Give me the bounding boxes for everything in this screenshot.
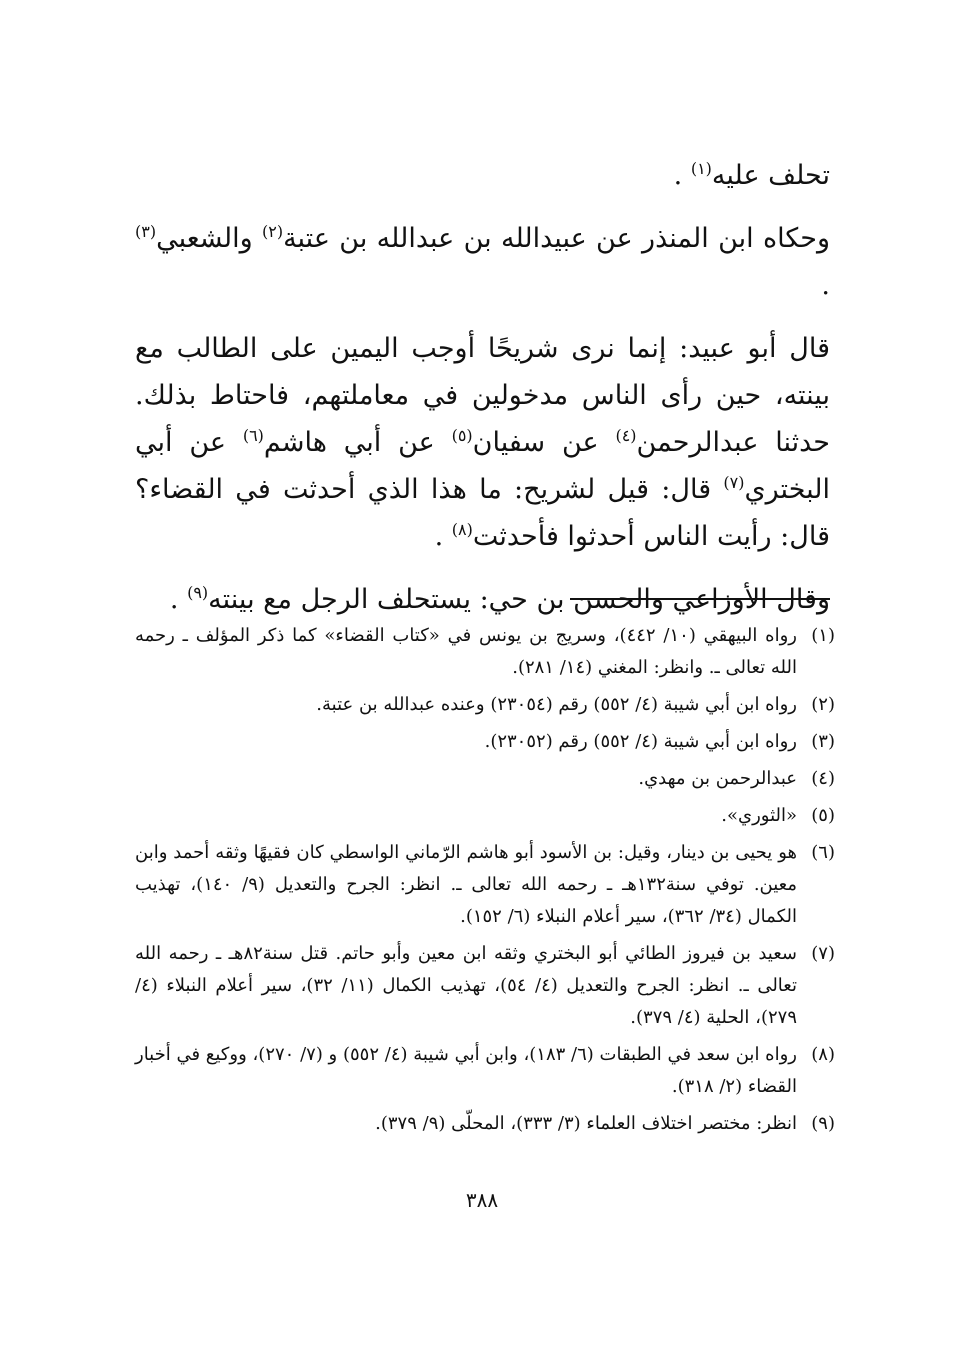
footnote-ref-4[interactable]: (٤)	[615, 426, 637, 445]
footnote-text: انظر: مختصر اختلاف العلماء (٣/ ٣٣٣)، المحلّى (٩/ ٣٧٩).	[375, 1113, 797, 1134]
footnote-text: سعيد بن فيروز الطائي أبو البختري وثقه ابن معين وأبو حاتم. قتل سنة٨٢هـ ـ رحمه الله تعالى ـ. انظر: الجرح والتعديل (٤/ ٥٤)، تهذيب الكمال (١١/ ٣٢)، سير أعلام النبلاء (٤/ ٢٧٩)، الحلية (٤/ ٣٧٩).	[135, 943, 797, 1028]
footnote-1	[135, 620, 835, 684]
page-number: ٣٨٨	[465, 1188, 499, 1212]
footnote-text: «الثوري».	[721, 805, 797, 826]
paragraph-1-text: تحلف عليه	[711, 160, 830, 191]
footnote-5	[135, 800, 835, 832]
footnote-separator	[570, 598, 830, 600]
footnote-number: (٢)	[811, 694, 835, 715]
footnote-number: (٧)	[811, 943, 835, 964]
footnote-ref-8[interactable]: (٨)	[451, 520, 473, 539]
footnote-ref-3[interactable]: (٣)	[135, 222, 157, 241]
footnote-9	[135, 1108, 835, 1140]
footnote-text: رواه ابن أبي شيبة (٤/ ٥٥٢) رقم (٢٣٠٥٢).	[484, 731, 797, 752]
paragraph-1-end: .	[673, 160, 691, 191]
footnote-number: (٣)	[811, 731, 835, 752]
footnote-ref-6[interactable]: (٦)	[242, 426, 264, 445]
footnote-text: هو يحيى بن دينار، وقيل: بن الأسود أبو هاشم الرّماني الواسطي كان فقيهًا وثقه أحمد وابن معين. توفي سنة١٣٢هـ ـ رحمه الله تعالى ـ. انظر: الجرح والتعديل (٩/ ١٤٠)، تهذيب الكمال (٣٤/ ٣٦٢)، سير أعلام النبلاء (٦/ ١٥٢).	[135, 842, 798, 927]
footnote-4	[135, 763, 835, 795]
paragraph-1	[135, 152, 830, 199]
footnote-ref-2[interactable]: (٢)	[261, 222, 284, 241]
footnote-number: (٦)	[811, 842, 835, 863]
paragraph-3-text-b: عن سفيان	[472, 427, 616, 458]
footnote-number: (١)	[811, 625, 835, 646]
footnotes	[135, 620, 835, 1145]
paragraph-2	[135, 215, 830, 309]
footnote-2	[135, 689, 835, 721]
footnote-ref-5[interactable]: (٥)	[451, 426, 473, 445]
paragraph-4-end: .	[169, 584, 188, 615]
footnote-text: رواه البيهقي (١٠/ ٤٤٢)، وسريج بن يونس في «كتاب القضاء» كما ذكر المؤلف ـ رحمه الله تعالى ـ. وانظر: المغني (١٤/ ٢٨١).	[135, 625, 798, 678]
footnote-6	[135, 837, 835, 933]
paragraph-3-text-a: قال أبو عبيد: إنما نرى شريحًا أوجب اليمين على الطالب مع بينته، حين رأى الناس مدخولين في معاملتهم، فاحتاط بذلك. حدثنا عبدالرحمن	[135, 333, 830, 458]
paragraph-4-text: وقال الأوزاعي والحسن بن حي: يستحلف الرجل مع بينته	[208, 584, 830, 615]
paragraph-2-text-a: وحكاه ابن المنذر عن عبيدالله بن عبدالله بن عتبة	[283, 223, 830, 254]
paragraph-3-text-e: قال: قيل لشريح: ما هذا الذي أحدثت في القضاء؟ قال: رأيت الناس أحدثوا فأحدثت	[135, 474, 830, 552]
footnote-text: عبدالرحمن بن مهدي.	[638, 768, 797, 789]
footnote-ref-7[interactable]: (٧)	[723, 473, 745, 492]
footnote-ref-1[interactable]: (١)	[690, 159, 712, 178]
footnote-number: (٩)	[811, 1113, 835, 1134]
footnote-number: (٥)	[811, 805, 835, 826]
paragraph-3	[135, 325, 830, 560]
paragraph-2-end: .	[821, 270, 830, 301]
footnote-8	[135, 1039, 835, 1103]
footnote-7	[135, 938, 835, 1034]
paragraph-2-text-b: والشعبي	[156, 223, 262, 254]
paragraph-3-end: .	[434, 521, 452, 552]
footnote-text: رواه ابن سعد في الطبقات (٦/ ١٨٣)، وابن أبي شيبة (٤/ ٥٥٢) و (٧/ ٢٧٠)، ووكيع في أخبار القضاء (٢/ ٣١٨).	[135, 1044, 797, 1097]
footnote-3	[135, 726, 835, 758]
paragraph-3-text-d: عن أبي البختري	[135, 427, 830, 505]
paragraph-3-text-c: عن أبي هاشم	[263, 427, 452, 458]
footnote-text: رواه ابن أبي شيبة (٤/ ٥٥٢) رقم (٢٣٠٥٤) وعنده عبدالله بن عتبة.	[316, 694, 797, 715]
footnote-number: (٤)	[811, 768, 835, 789]
main-text	[135, 152, 830, 623]
footnote-ref-9[interactable]: (٩)	[187, 583, 209, 602]
footnote-number: (٨)	[811, 1044, 835, 1065]
